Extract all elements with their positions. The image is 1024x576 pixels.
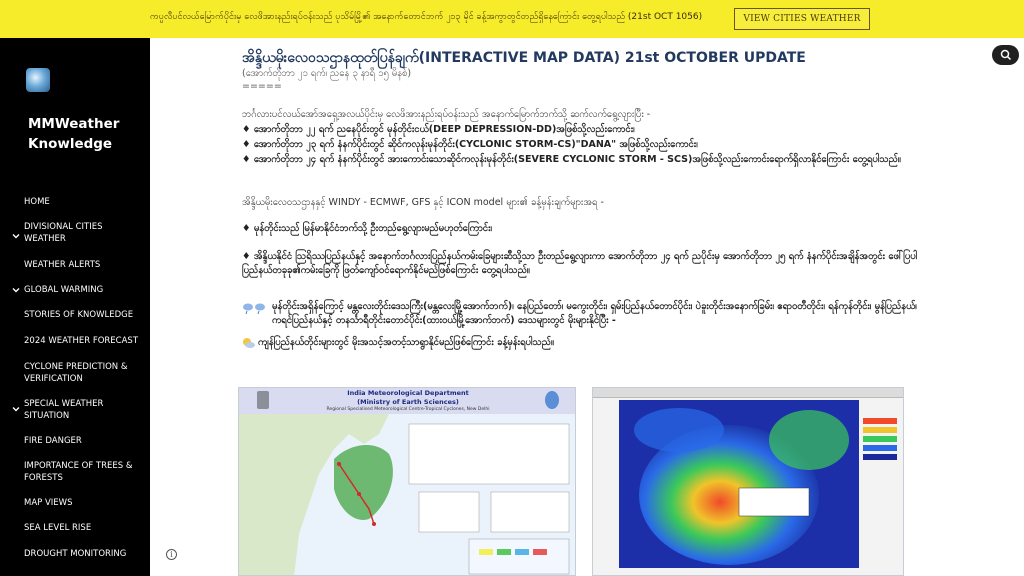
model-point-1: ♦ မုန်တိုင်းသည် မြန်မာနိုင်ငံဘက်သို့ ဦးတည်ရွေ့လျားမည်မဟုတ်ကြောင်း၊ <box>242 223 492 234</box>
chevron-down-icon[interactable] <box>11 231 21 241</box>
site-logo[interactable] <box>26 68 50 92</box>
chevron-down-icon[interactable] <box>11 285 21 295</box>
announcement-banner <box>0 0 1024 38</box>
sidebar-item-weather-alerts[interactable]: WEATHER ALERTS <box>24 260 101 270</box>
imd-map-header <box>239 388 576 414</box>
cloud-icon <box>242 337 256 349</box>
satellite-legend <box>863 418 897 508</box>
model-point-2: ♦ အိန္ဒိယနိုင်ငံ ဩရိဿပြည်နယ်နှင့် အနောက်ဘင်္ဂလားပြည်နယ်ကမ်းခြေများဆီသို့သာ ဦးတည်ရွေ့လျားကာ အောက်တိုဘာ ၂၄ ရက် ညပိုင်းမှ အောက်တိုဘာ ၂၅ ရက် နံနက်ပိုင်းအချိန်အတွင်း ဖေါ်ပြပါပြည်နယ်တခုခု၏ကမ်းခြေကို ဖြတ်ကျော်ဝင်ရောက်နိုင်မည်ဖြစ်ကြောင်း တွေ့ရပါသည်။ <box>242 251 918 276</box>
imd-logo-icon <box>545 391 559 409</box>
forecast-bullet-3: ♦ အောက်တိုဘာ ၂၄ ရက် နံနက်ပိုင်းတွင် အားကောင်းသောဆိုင်ကလုန်းမုန်တိုင်း(SEVERE CYCLONIC STORM - SCS)အဖြစ်သို့လည်းကောင်းရောက်ရှိလာနိုင်ကြောင်း တွေ့ရပါသည်။ <box>242 154 901 165</box>
sidebar-item-fire-danger[interactable]: FIRE DANGER <box>24 436 82 446</box>
imd-map-ministry: (Ministry of Earth Sciences) <box>357 398 459 406</box>
banner-text: ကပ္ပလီပင်လယ်မြောက်ပိုင်းမှ လေဖိအားနည်းရပ်ဝန်းသည် ပုသိမ်မြို့၏ အနောက်တောင်ဘက် ၂၁၃ မိုင် ခန့်အကွာတွင်တည်ရှိနေကြောင်း တွေ့ရပါသည် (21st OCT 1056) <box>150 12 703 22</box>
satellite-cyclone-image <box>592 387 904 576</box>
info-icon[interactable]: i <box>166 549 177 560</box>
rain-paragraph-2: ကျန်ပြည်နယ်တိုင်းများတွင် မိုးအသင့်အတင့်သာရွာနိုင်မည်ဖြစ်ကြောင်း ခန့်မှန်းရပါသည်။ <box>258 337 554 348</box>
sidebar-item-map-views[interactable]: MAP VIEWS <box>24 498 73 508</box>
page-title: အိန္ဒိယမိုးလေဝသဌာနထုတ်ပြန်ချက်(INTERACTIVE MAP DATA) 21st OCTOBER UPDATE <box>242 50 806 66</box>
rain-paragraph-1: မုန်တိုင်းအရှိန်ကြောင့် မန္တလေးတိုင်းဒေသကြီး(မန္တလေးမြို့အောက်ဘက်)၊ နေပြည်တော်၊ မကွေးတိုင်း၊ ရှမ်းပြည်နယ်တောင်ပိုင်း၊ ပဲခူးတိုင်းအနောက်ခြမ်း၊ ဧရာဝတီတိုင်း၊ ရန်ကုန်တိုင်း၊ မွန်ပြည်နယ်၊ ကရင်ပြည်နယ်နှင့် တနင်္သာရီတိုင်းတောင်ပိုင်း(ထားဝယ်မြို့အောက်ဘက်) ဒေသများတွင် မိုးများနိုင်ပြီး - <box>272 301 917 326</box>
forecast-bullet-2: ♦ အောက်တိုဘာ ၂၃ ရက် နံနက်ပိုင်းတွင် ဆိုင်ကလုန်းမုန်တိုင်း(CYCLONIC STORM-CS)"DANA" အဖြစ်သို့လည်းကောင်း၊ <box>242 139 698 150</box>
sidebar <box>0 38 150 576</box>
imd-map-centre: Regional Specialised Meteorological Centre-Tropical Cyclones, New Delhi <box>326 407 490 412</box>
sidebar-item-home[interactable]: HOME <box>24 197 50 207</box>
site-title[interactable]: MMWeather Knowledge <box>28 116 120 152</box>
forecast-bullet-1: ♦ အောက်တိုဘာ ၂၂ ရက် ညနေပိုင်းတွင် မုန်တိုင်းငယ်(DEEP DEPRESSION-DD)အဖြစ်သို့လည်းကောင်း၊ <box>242 124 635 135</box>
chevron-down-icon[interactable] <box>11 404 21 414</box>
imd-map-graphic <box>239 414 576 576</box>
intro-paragraph: ဘင်္ဂလားပင်လယ်အော်အရှေ့အလယ်ပိုင်းမှ လေဖိအားနည်းရပ်ဝန်းသည် အနောက်မြောက်ဘက်သို့ ဆက်လက်ရွေ့လျားပြီး - <box>242 109 651 120</box>
sidebar-item-stories-of-knowledge[interactable]: STORIES OF KNOWLEDGE <box>24 310 134 320</box>
sidebar-item-special-weather-situation[interactable]: SPECIAL WEATHER SITUATION <box>24 399 104 421</box>
models-paragraph: အိန္ဒိယမိုးလေဝသဌာနနှင့် WINDY - ECMWF, GFS နှင့် ICON model များ၏ ခန့်မှန်းချက်များအရ - <box>242 197 604 208</box>
imd-cyclone-track-map-image <box>238 387 576 576</box>
sidebar-item-drought-monitoring[interactable]: DROUGHT MONITORING <box>24 549 127 559</box>
sidebar-item-2024-weather-forecast[interactable]: 2024 WEATHER FORECAST <box>24 336 139 346</box>
view-cities-weather-button[interactable]: VIEW CITIES WEATHER <box>734 8 870 30</box>
separator-text: ===== <box>242 81 282 92</box>
sidebar-item-cyclone-prediction[interactable]: CYCLONE PREDICTION & VERIFICATION <box>24 362 128 384</box>
rain-icon <box>242 302 268 314</box>
sidebar-item-sea-level-rise[interactable]: SEA LEVEL RISE <box>24 523 92 533</box>
imd-map-title: India Meteorological Department <box>347 389 469 397</box>
satellite-toolbar <box>593 388 904 398</box>
search-button[interactable] <box>992 45 1019 65</box>
satellite-map-graphic <box>619 400 859 568</box>
sidebar-item-divisional-cities-weather[interactable]: DIVISIONAL CITIES WEATHER <box>24 222 103 244</box>
search-icon <box>1000 49 1012 61</box>
sidebar-item-global-warming[interactable]: GLOBAL WARMING <box>24 285 104 295</box>
page-subtitle: (အောက်တိုဘာ ၂၁ ရက်၊ ညနေ ၃ နာရီ ၁၅ မိနစ်) <box>242 68 412 79</box>
sidebar-item-importance-of-trees[interactable]: IMPORTANCE OF TREES & FORESTS <box>24 461 133 483</box>
